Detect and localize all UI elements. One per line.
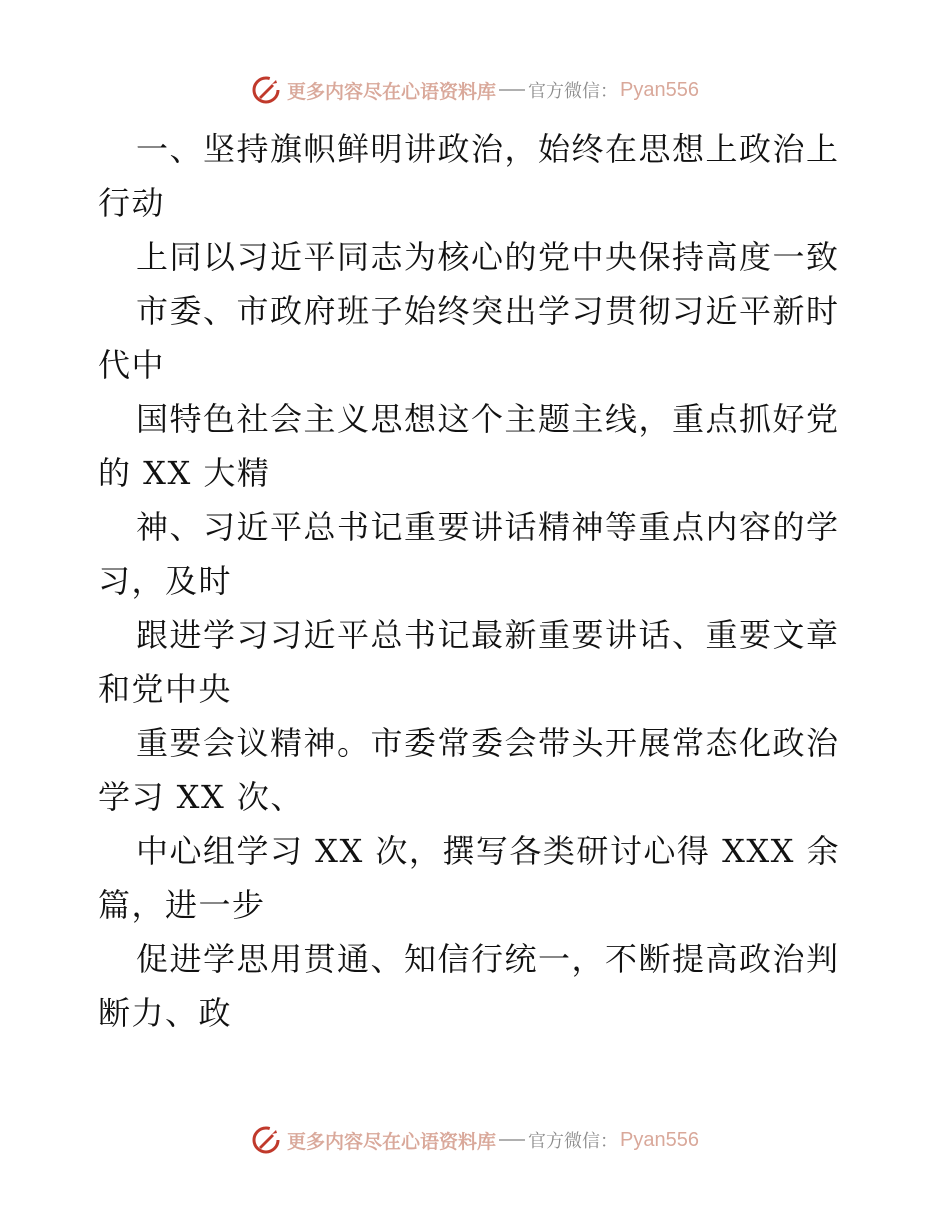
- paragraph-7: 重要会议精神。市委常委会带头开展常态化政治学习 XX 次、: [98, 724, 840, 816]
- watermark-title: 更多内容尽在心语资料库: [287, 80, 497, 103]
- paragraph-4: 国特色社会主义思想这个主题主线，重点抓好党的 XX 大精: [98, 400, 840, 492]
- paragraph-2: 上同以习近平同志为核心的党中央保持高度一致: [136, 238, 840, 276]
- document-body: [98, 122, 858, 1040]
- watermark-official-label: 官方微信：: [528, 1131, 619, 1152]
- watermark-wechat-id: Pyan556: [620, 78, 699, 101]
- watermark-official-label: 官方微信：: [528, 81, 619, 102]
- watermark-header: [0, 70, 950, 110]
- paragraph-8: 中心组学习 XX 次，撰写各类研讨心得 XXX 余篇，进一步: [98, 832, 841, 924]
- quill-pen-logo-icon: [251, 1125, 281, 1155]
- watermark-title: 更多内容尽在心语资料库: [287, 1130, 497, 1153]
- watermark-wechat-id: Pyan556: [620, 1128, 699, 1151]
- quill-pen-logo-icon: [251, 75, 281, 105]
- watermark-dash: [499, 89, 525, 91]
- watermark-dash: [499, 1139, 525, 1141]
- watermark-footer: [0, 1120, 950, 1160]
- paragraph-9: 促进学思用贯通、知信行统一，不断提高政治判断力、政: [98, 940, 840, 1032]
- paragraph-6: 跟进学习习近平总书记最新重要讲话、重要文章和党中央: [98, 616, 840, 708]
- paragraph-1: 一、坚持旗帜鲜明讲政治，始终在思想上政治上行动: [98, 130, 840, 222]
- paragraph-5: 神、习近平总书记重要讲话精神等重点内容的学习，及时: [98, 508, 840, 600]
- paragraph-3: 市委、市政府班子始终突出学习贯彻习近平新时代中: [98, 292, 840, 384]
